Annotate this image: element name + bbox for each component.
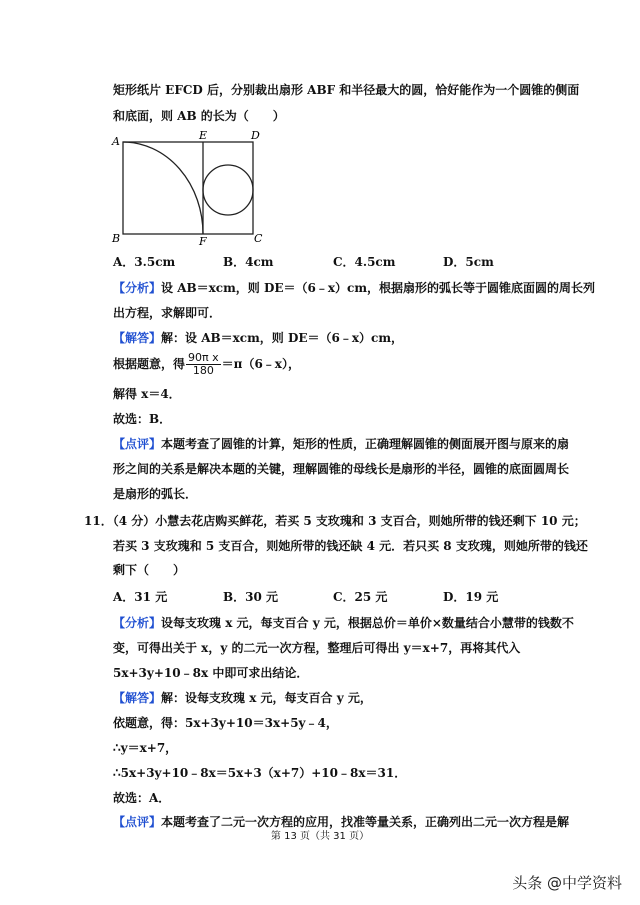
answer-tag: 【解答】 xyxy=(113,691,162,705)
q10-figure xyxy=(108,128,268,246)
label-c: C xyxy=(254,232,263,245)
q11-option-c: C．25 元 xyxy=(333,590,388,604)
q10-analysis-line-2: 出方程，求解即可． xyxy=(113,306,222,320)
q11-comment-line-1: 【点评】本题考查了二元一次方程的应用，找准等量关系，正确列出二元一次方程是解 xyxy=(113,815,570,829)
q10-comment-line-1: 【点评】本题考查了圆锥的计算，矩形的性质，正确理解圆锥的侧面展开图与原来的扇 xyxy=(113,437,570,451)
q11-answer-line-1: 【解答】解：设每支玫瑰 x 元，每支百合 y 元， xyxy=(113,691,372,705)
figure-circle xyxy=(203,165,253,215)
q11-line-1: 11．（4 分）小慧去花店购买鲜花，若买 5 支玫瑰和 3 支百合，则她所带的钱还剩下 10 元； xyxy=(84,514,586,528)
label-e: E xyxy=(199,129,208,142)
q11-option-d: D．19 元 xyxy=(443,590,499,604)
q11-answer-line-4: ∴5x+3y+10﹣8x＝5x+3（x+7）+10﹣8x＝31． xyxy=(113,766,407,780)
q10-analysis-line-1: 【分析】设 AB＝xcm，则 DE＝（6﹣x）cm，根据扇形的弧长等于圆锥底面圆的周长列 xyxy=(113,281,596,295)
page-footer: 第 13 页（共 31 页） xyxy=(270,831,370,842)
figure-arc xyxy=(123,142,203,234)
label-b: B xyxy=(112,232,121,245)
q10-option-d: D．5cm xyxy=(443,255,494,269)
q11-answer-line-2: 依题意，得：5x+3y+10＝3x+5y﹣4， xyxy=(113,716,338,730)
q10-answer-line-4: 故选：B． xyxy=(113,412,172,426)
figure-rectangle xyxy=(123,142,253,234)
fraction: $\frac{\text{90π x}}{180}$ xyxy=(188,351,219,377)
analysis-tag: 【分析】 xyxy=(113,616,162,630)
comment-tag: 【点评】 xyxy=(113,815,162,829)
q10-answer-line-1: 【解答】解：设 AB＝xcm，则 DE＝（6﹣x）cm， xyxy=(113,331,404,345)
q11-option-a: A．31 元 xyxy=(113,590,168,604)
q10-line-2: 和底面，则 AB 的长为（ ） xyxy=(113,109,285,123)
watermark: 头条 @中学资料 xyxy=(512,874,622,892)
label-a: A xyxy=(112,135,120,148)
label-d: D xyxy=(251,129,260,142)
q11-line-2: 若买 3 支玫瑰和 5 支百合，则她所带的钱还缺 4 元．若只买 8 支玫瑰，则她所带的钱还 xyxy=(113,539,588,553)
q11-option-b: B．30 元 xyxy=(223,590,279,604)
q10-option-a: A．3.5cm xyxy=(113,255,176,269)
q10-line-1: 矩形纸片 EFCD 后，分别裁出扇形 ABF 和半径最大的圆，恰好能作为一个圆锥的侧面 xyxy=(113,83,580,97)
comment-tag: 【点评】 xyxy=(113,437,162,451)
q11-analysis-line-1: 【分析】设每支玫瑰 x 元，每支百合 y 元，根据总价＝单价×数量结合小慧带的钱数不 xyxy=(113,616,574,630)
q10-answer-line-3: 解得 x＝4． xyxy=(113,387,181,401)
q10-option-c: C．4.5cm xyxy=(333,255,396,269)
analysis-tag: 【分析】 xyxy=(113,281,162,295)
q11-answer-line-5: 故选：A． xyxy=(113,791,171,805)
label-f: F xyxy=(199,235,207,246)
q10-answer-line-2: 根据题意，得 $\frac{\text{90π x}}{180}$ ＝π（6﹣x）， xyxy=(113,351,300,377)
q10-comment-line-3: 是扇形的弧长． xyxy=(113,487,198,501)
q11-analysis-line-2: 变，可得出关于 x，y 的二元一次方程，整理后可得出 y＝x+7，再将其代入 xyxy=(113,641,521,655)
answer-tag: 【解答】 xyxy=(113,331,162,345)
q11-analysis-line-3: 5x+3y+10﹣8x 中即可求出结论． xyxy=(113,666,309,680)
q11-answer-line-3: ∴y＝x+7， xyxy=(113,741,178,755)
q10-comment-line-2: 形之间的关系是解决本题的关键，理解圆锥的母线长是扇形的半径，圆锥的底面圆周长 xyxy=(113,462,570,476)
q11-line-3: 剩下（ ） xyxy=(113,563,186,577)
q10-option-b: B．4cm xyxy=(223,255,274,269)
